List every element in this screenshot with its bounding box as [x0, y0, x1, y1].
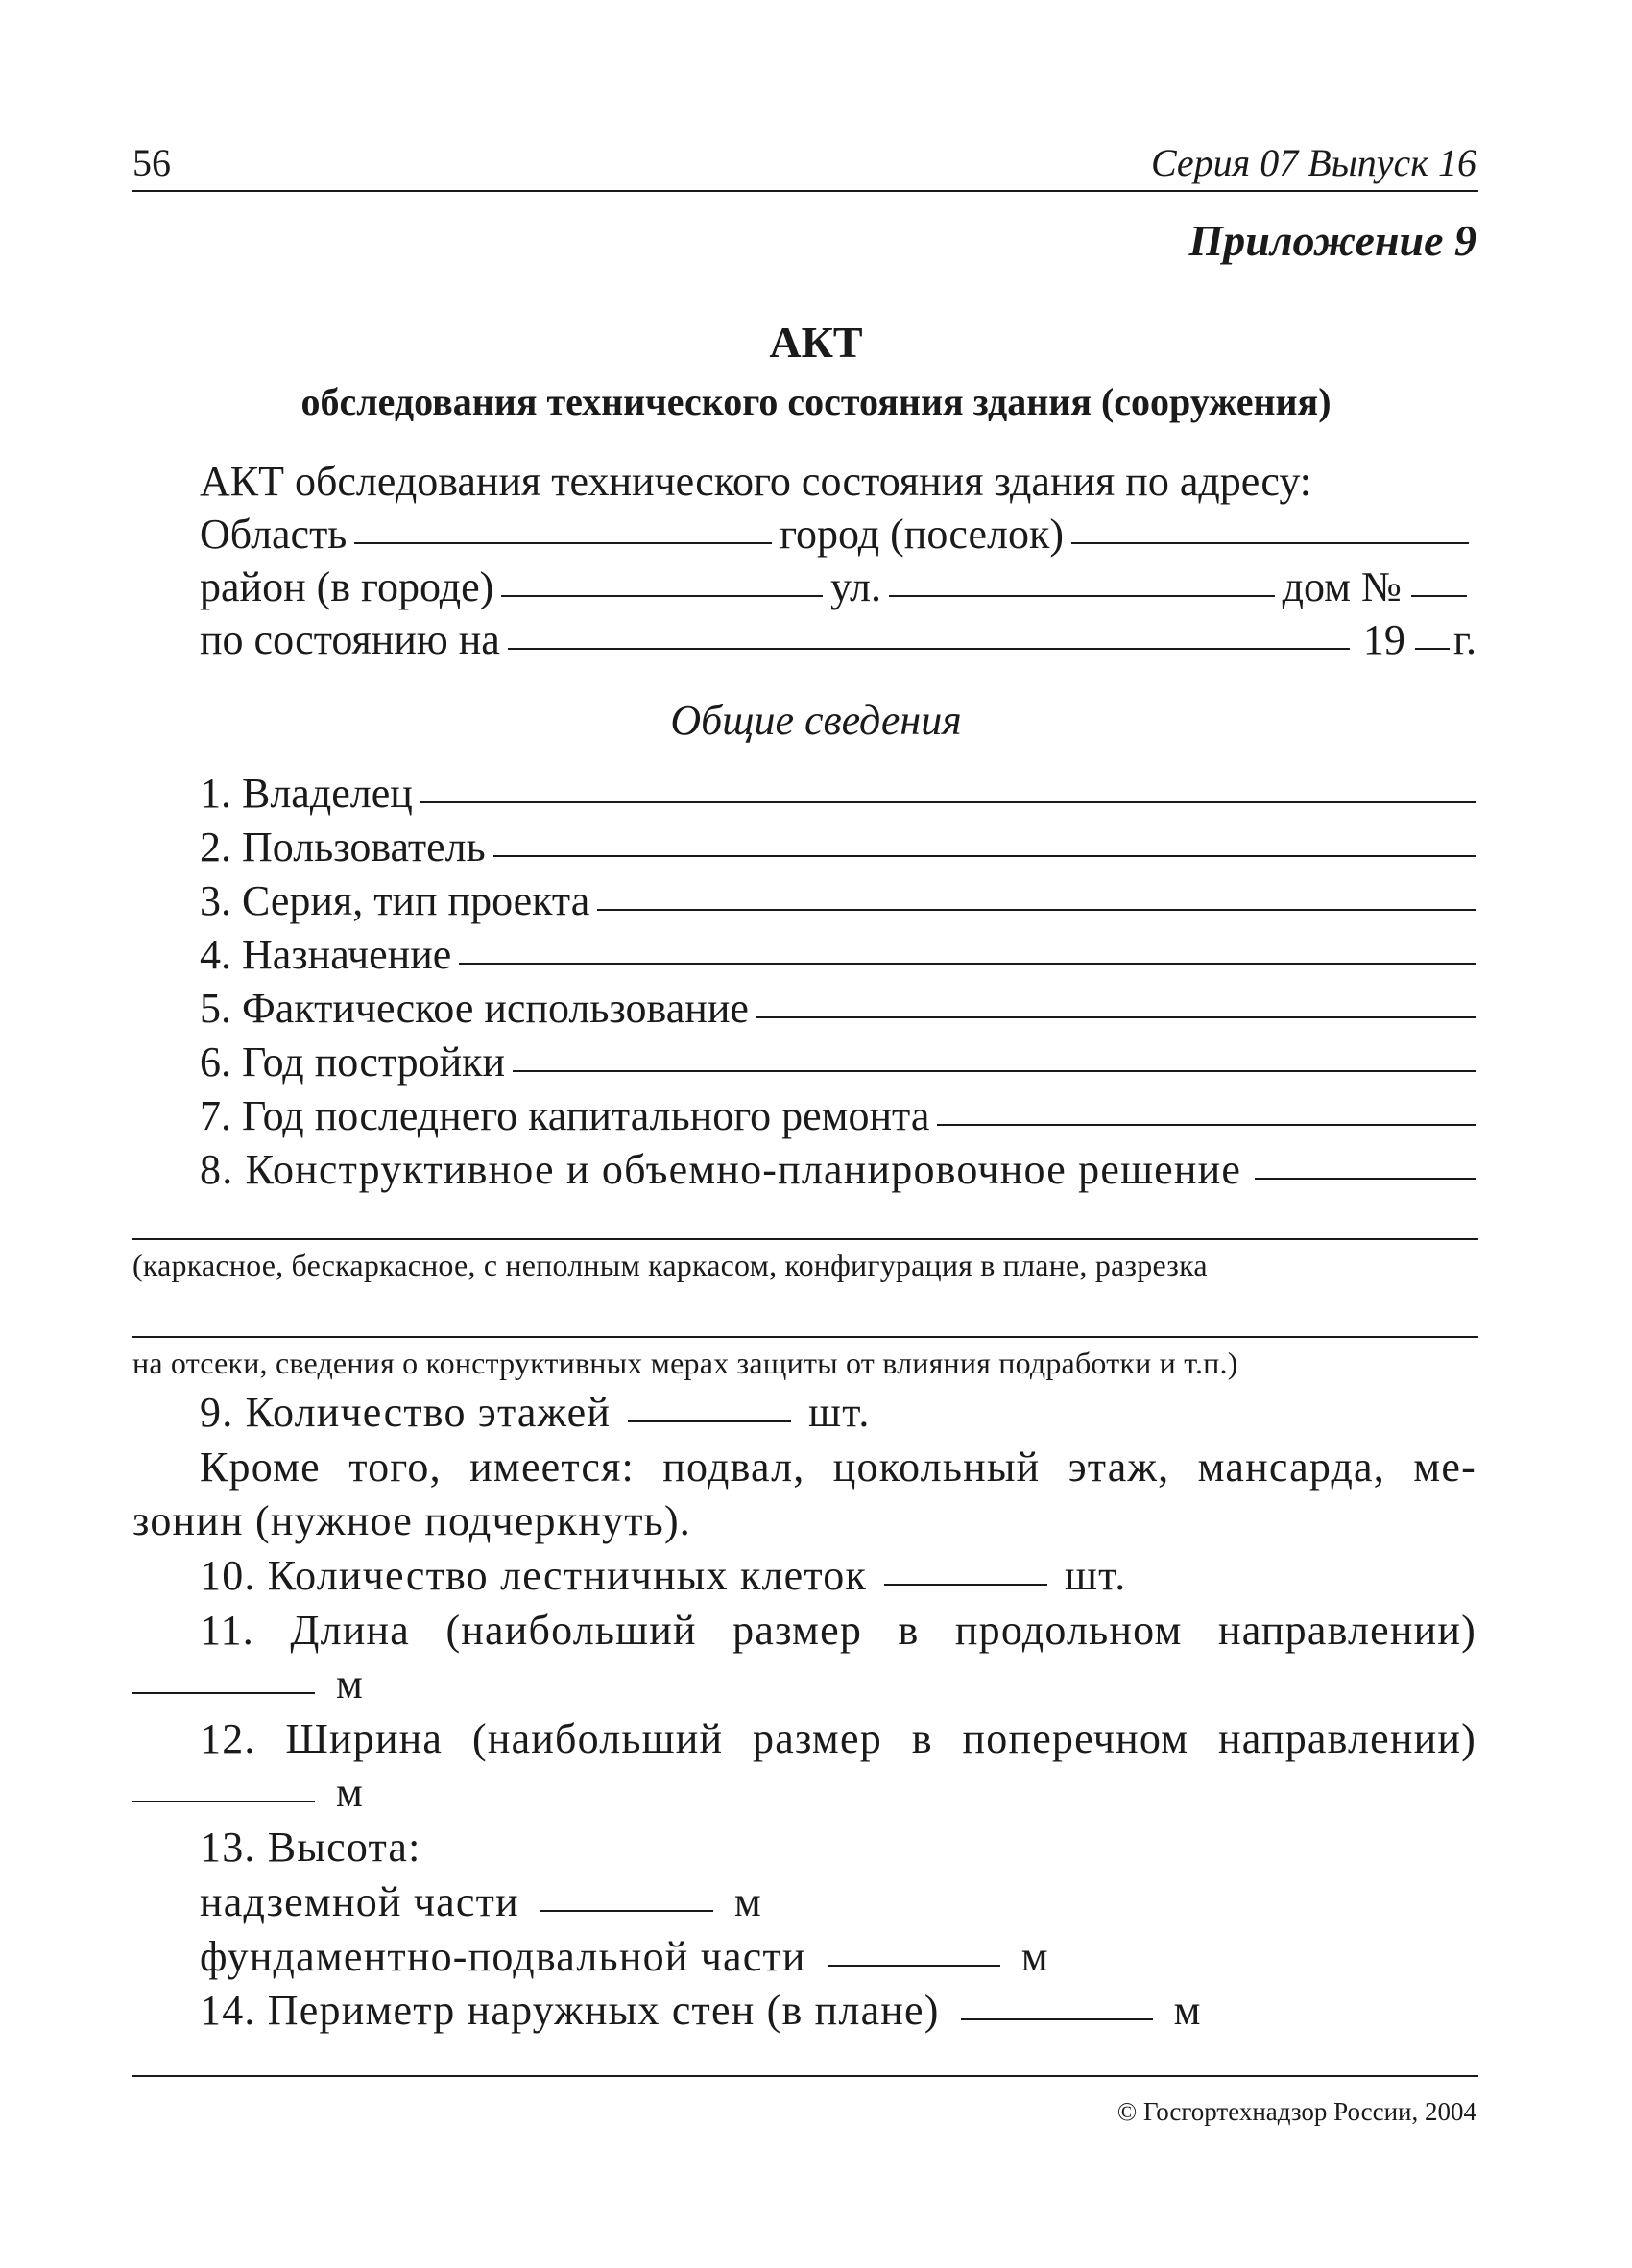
year-prefix: 19 — [1362, 616, 1405, 663]
perimeter-field[interactable] — [961, 2018, 1153, 2020]
length-word: 11. — [200, 1607, 254, 1654]
height-foundation-unit: м — [1020, 1933, 1049, 1980]
width-word: (наибольший — [471, 1715, 724, 1762]
item-floors-label: 9. Количество этажей — [200, 1389, 612, 1436]
address-intro: АКТ обследования технического состояния здания по адресу: — [200, 458, 1311, 505]
item-perimeter-label: 14. Периметр наружных стен (в плане) — [200, 1987, 940, 2034]
length-word: в — [898, 1607, 920, 1654]
section-general-heading: Общие сведения — [670, 697, 962, 744]
item-stairwells-label: 10. Количество лестничных клеток — [200, 1552, 868, 1599]
city-field[interactable] — [1071, 542, 1469, 544]
floors-unit: шт. — [808, 1389, 871, 1436]
item-repair-year — [200, 1092, 1476, 1139]
item-user — [200, 826, 1476, 869]
item-height-label: 13. Высота: — [200, 1824, 421, 1871]
length-field[interactable] — [132, 1692, 315, 1694]
city-label: город (поселок) — [780, 511, 1065, 558]
item-actual-use — [200, 985, 1476, 1032]
street-label: ул. — [829, 563, 882, 610]
extra-word: мансарда, — [1197, 1444, 1385, 1491]
appendix-label: Приложение 9 — [1188, 216, 1476, 265]
user-field[interactable] — [493, 855, 1476, 857]
item-purpose-label: 4. Назначение — [200, 931, 452, 978]
width-unit: м — [336, 1769, 363, 1816]
length-value-line — [132, 1660, 1476, 1707]
extra-word: того, — [348, 1444, 442, 1491]
document-subtitle: обследования технического состояния здания (сооружения) — [300, 380, 1332, 423]
length-word: Длина — [290, 1607, 410, 1654]
region-field[interactable] — [354, 542, 772, 544]
length-word: продольном — [954, 1607, 1183, 1654]
owner-field[interactable] — [420, 801, 1476, 803]
width-word: размер — [753, 1715, 882, 1762]
width-word: поперечном — [962, 1715, 1189, 1762]
length-word: (наибольший — [445, 1607, 697, 1654]
address-intro-line — [200, 458, 1476, 505]
extra-word: подвал, — [662, 1444, 805, 1491]
item-stairwells — [200, 1552, 1476, 1599]
width-word: 12. — [200, 1715, 256, 1762]
district-field[interactable] — [501, 595, 823, 597]
copyright: © Госгортехнадзор России, 2004 — [1116, 2097, 1476, 2126]
item-floors — [200, 1389, 1476, 1436]
region-label: Область — [200, 511, 348, 558]
build-year-field[interactable] — [513, 1070, 1476, 1072]
structure-note-2: на отсеки, сведения о конструктивных мерах защиты от влияния подработки и т.п.) — [132, 1346, 1238, 1380]
item-owner — [200, 770, 1476, 817]
item-series-type-label: 3. Серия, тип проекта — [200, 877, 590, 924]
width-word: направлении) — [1218, 1715, 1476, 1762]
stairwells-unit: шт. — [1065, 1552, 1127, 1599]
item-series-type — [200, 877, 1476, 924]
item-length — [200, 1607, 1476, 1654]
width-value-line — [132, 1769, 1476, 1816]
item-actual-use-label: 5. Фактическое использование — [200, 985, 749, 1032]
width-field[interactable] — [132, 1801, 315, 1802]
district-street-line — [200, 563, 1476, 610]
structure-field-line-3[interactable] — [132, 1336, 1478, 1338]
structure-field-line-2[interactable] — [132, 1238, 1478, 1240]
stairwells-field[interactable] — [884, 1584, 1047, 1586]
footer-divider — [132, 2075, 1478, 2077]
purpose-field[interactable] — [459, 963, 1476, 965]
house-number-field[interactable] — [1411, 595, 1467, 597]
extra-word: этаж, — [1068, 1444, 1170, 1491]
item-build-year — [200, 1041, 1476, 1084]
height-foundation-label: фундаментно-подвальной части — [200, 1933, 806, 1980]
header-divider — [132, 190, 1478, 192]
district-label: район (в городе) — [200, 563, 494, 610]
extra-word: Кроме — [200, 1444, 321, 1491]
height-above-ground — [200, 1878, 1476, 1925]
extra-word: ме- — [1413, 1444, 1476, 1491]
length-word: направлении) — [1218, 1607, 1476, 1654]
series-type-field[interactable] — [597, 909, 1476, 911]
item-structure — [200, 1146, 1476, 1193]
height-above-label: надземной части — [200, 1878, 519, 1925]
extra-rooms-line-2: зонин (нужное подчеркнуть). — [132, 1497, 691, 1544]
width-word: в — [911, 1715, 933, 1762]
year-suffix: г. — [1452, 616, 1476, 663]
region-city-line — [200, 513, 1476, 556]
document-title: АКТ — [769, 318, 863, 367]
actual-use-field[interactable] — [756, 1016, 1476, 1018]
height-foundation-field[interactable] — [828, 1965, 1000, 1967]
height-above-field[interactable] — [540, 1910, 713, 1912]
extra-word: имеется: — [469, 1444, 635, 1491]
length-word: размер — [732, 1607, 863, 1654]
as-of-date-field[interactable] — [508, 648, 1350, 650]
series-label: Серия 07 Выпуск 16 — [1150, 141, 1476, 184]
item-width — [200, 1715, 1476, 1762]
year-field[interactable] — [1415, 648, 1450, 650]
structure-note-1: (каркасное, бескаркасное, с неполным каркасом, конфигурация в плане, разрезка — [132, 1248, 1208, 1282]
floors-field[interactable] — [628, 1420, 791, 1422]
length-unit: м — [336, 1660, 363, 1707]
height-foundation — [200, 1933, 1476, 1980]
item-repair-year-label: 7. Год последнего капитального ремонта — [200, 1092, 930, 1139]
item-perimeter — [200, 1987, 1476, 2034]
street-field[interactable] — [889, 595, 1275, 597]
page-number: 56 — [132, 141, 171, 184]
house-label: дом № — [1282, 563, 1402, 610]
extra-rooms-line-1 — [200, 1446, 1476, 1489]
as-of-date-line — [200, 616, 1476, 663]
item-structure-label: 8. Конструктивное и объемно-планировочное решение — [200, 1146, 1242, 1193]
item-owner-label: 1. Владелец — [200, 770, 413, 817]
structure-field[interactable] — [1255, 1178, 1476, 1180]
item-build-year-label: 6. Год постройки — [200, 1039, 506, 1086]
width-word: Ширина — [285, 1715, 444, 1762]
item-user-label: 2. Пользователь — [200, 824, 486, 871]
extra-word: цокольный — [832, 1444, 1041, 1491]
item-height — [200, 1826, 1476, 1869]
repair-year-field[interactable] — [937, 1124, 1476, 1126]
item-purpose — [200, 931, 1476, 978]
height-above-unit: м — [733, 1878, 762, 1925]
as-of-label: по состоянию на — [200, 616, 500, 663]
perimeter-unit: м — [1173, 1987, 1202, 2034]
